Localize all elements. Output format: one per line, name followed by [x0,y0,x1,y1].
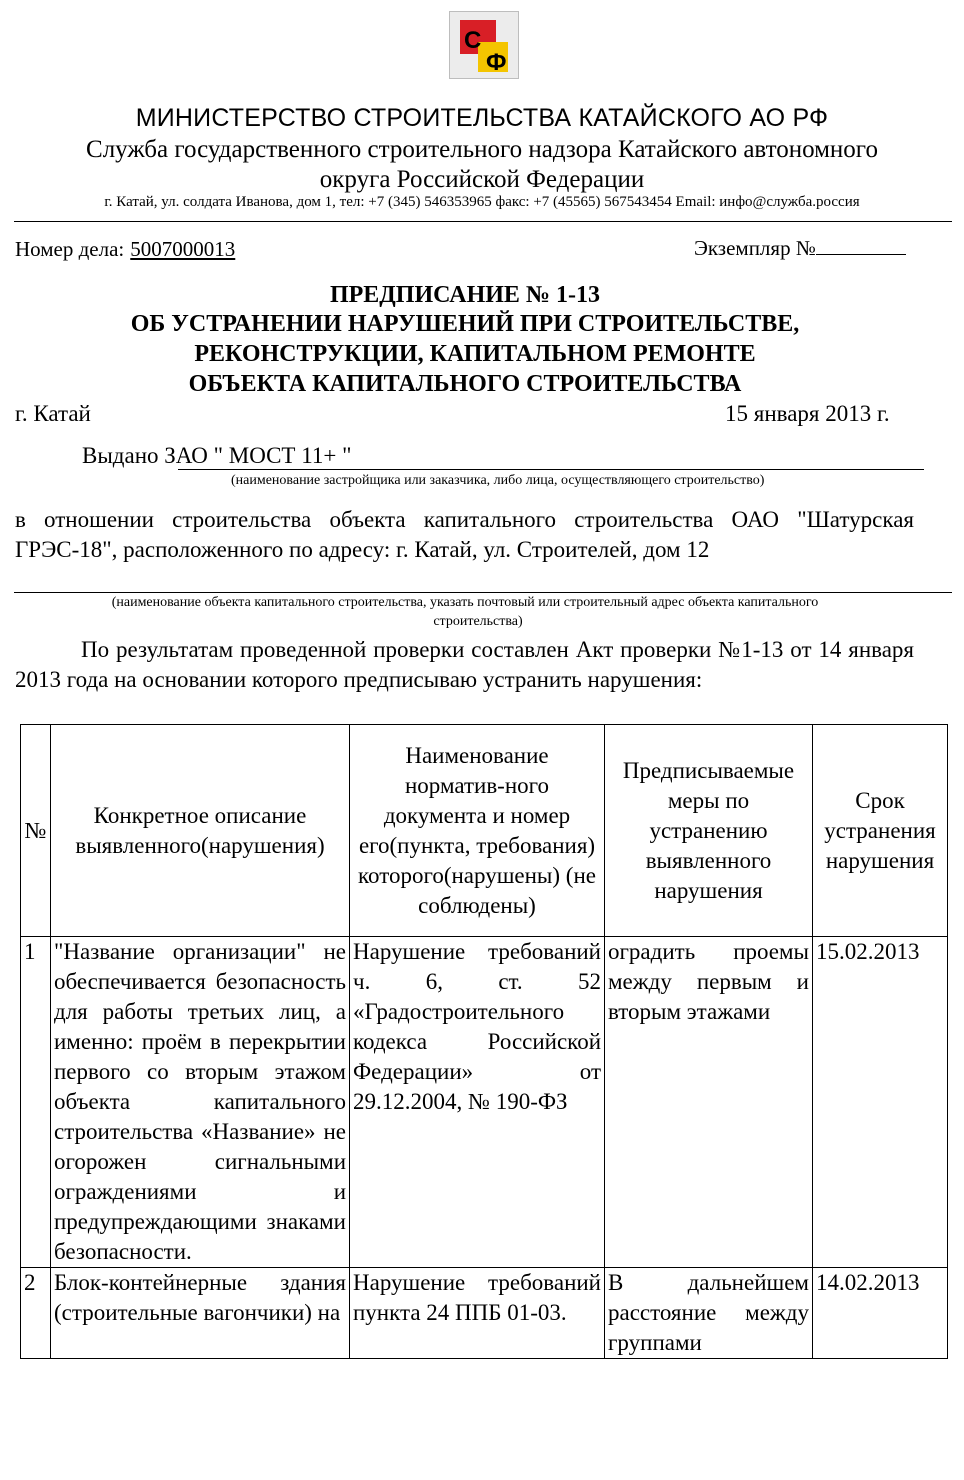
row-deadline: 14.02.2013 [813,1268,948,1359]
header-divider [14,221,952,222]
case-number [15,237,235,262]
agency-logo [449,11,519,79]
issued-to-underline [178,469,924,470]
copy-number-label: Экземпляр № [694,236,816,260]
table-header-row [21,725,948,937]
contact-address: г. Катай, ул. солдата Иванова, дом 1, тел: +7 (345) 546353965 факс: +7 (45565) 567543454 Email: инфо@служба.россия [104,194,860,210]
copy-number-blank [816,236,906,255]
object-hint-line2: строительства) [433,614,523,629]
row-num: 1 [21,937,51,1268]
order-subtitle-line2: РЕКОНСТРУКЦИИ, КАПИТАЛЬНОМ РЕМОНТЕ [194,341,756,367]
case-number-value: 5007000013 [130,237,236,261]
issued-to-hint: (наименование застройщика или заказчика, либо лица, осуществляющего строительство) [231,473,765,488]
violations-table [20,724,948,1359]
header-description: Конкретное описание выявленного(нарушения) [51,725,350,937]
order-title: ПРЕДПИСАНИЕ № 1-13 [329,282,601,308]
row-description: Блок-контейнерные здания (строительные вагончики) на [51,1268,350,1359]
ministry-name: МИНИСТЕРСТВО СТРОИТЕЛЬСТВА КАТАЙСКОГО АО РФ [135,104,829,132]
object-description: в отношении строительства объекта капитального строительства ОАО "Шатурская ГРЭС-18", расположенного по адресу: г. Катай, ул. Строителей, дом 12 [15,507,914,562]
object-hint-line1: (наименование объекта капитального строительства, указать почтовый или строительный адрес объекта капитального [111,595,819,610]
row-description: "Название организации" не обеспечивается безопасность для работы третьих лиц, а именно: проём в перекрытии первого со вторым этажом объекта капитального строительства «Название» не огорожен сигнальными ограждениями и предупреждающими знаками безопасности. [51,937,350,1268]
table-row [21,937,948,1268]
header-document: Наименование норматив-ного документа и номер его(пункта, требования) которого(нарушены) (не соблюдены) [350,725,605,937]
case-number-label: Номер дела: [15,237,125,261]
issue-date: 15 января 2013 г. [725,401,890,426]
intro-paragraph: По результатам проведенной проверки составлен Акт проверки №1-13 от 14 января 2013 года на основании которого предписываю устранить нарушения: [15,637,914,692]
svg-text:Ф: Ф [486,49,507,76]
row-document: Нарушение требований пункта 24 ППБ 01-03. [350,1268,605,1359]
order-subtitle-line3: ОБЪЕКТА КАПИТАЛЬНОГО СТРОИТЕЛЬСТВА [188,371,742,397]
header-measures: Предписываемые меры по устранению выявленного нарушения [605,725,813,937]
header-deadline: Срок устранения нарушения [813,725,948,937]
copy-number [694,236,906,261]
service-name-line1: Служба государственного строительного надзора Катайского автономного [86,136,878,163]
object-underline [14,592,952,593]
svg-text:С: С [464,27,482,54]
row-measures: оградить проемы между первым и вторым этажами [605,937,813,1268]
row-measures: В дальнейшем расстояние между группами [605,1268,813,1359]
row-deadline: 15.02.2013 [813,937,948,1268]
header-num: № [21,725,51,937]
service-name-line2: округа Российской Федерации [319,166,645,193]
row-document: Нарушение требований ч. 6, ст. 52 «Градостроительного кодекса Российской Федерации» от 29.12.2004, № 190-ФЗ [350,937,605,1268]
row-num: 2 [21,1268,51,1359]
issue-place: г. Катай [15,401,91,426]
table-row [21,1268,948,1359]
order-subtitle-line1: ОБ УСТРАНЕНИИ НАРУШЕНИЙ ПРИ СТРОИТЕЛЬСТВЕ, [130,311,800,337]
issued-to: Выдано ЗАО " МОСТ 11+ " [82,443,352,468]
